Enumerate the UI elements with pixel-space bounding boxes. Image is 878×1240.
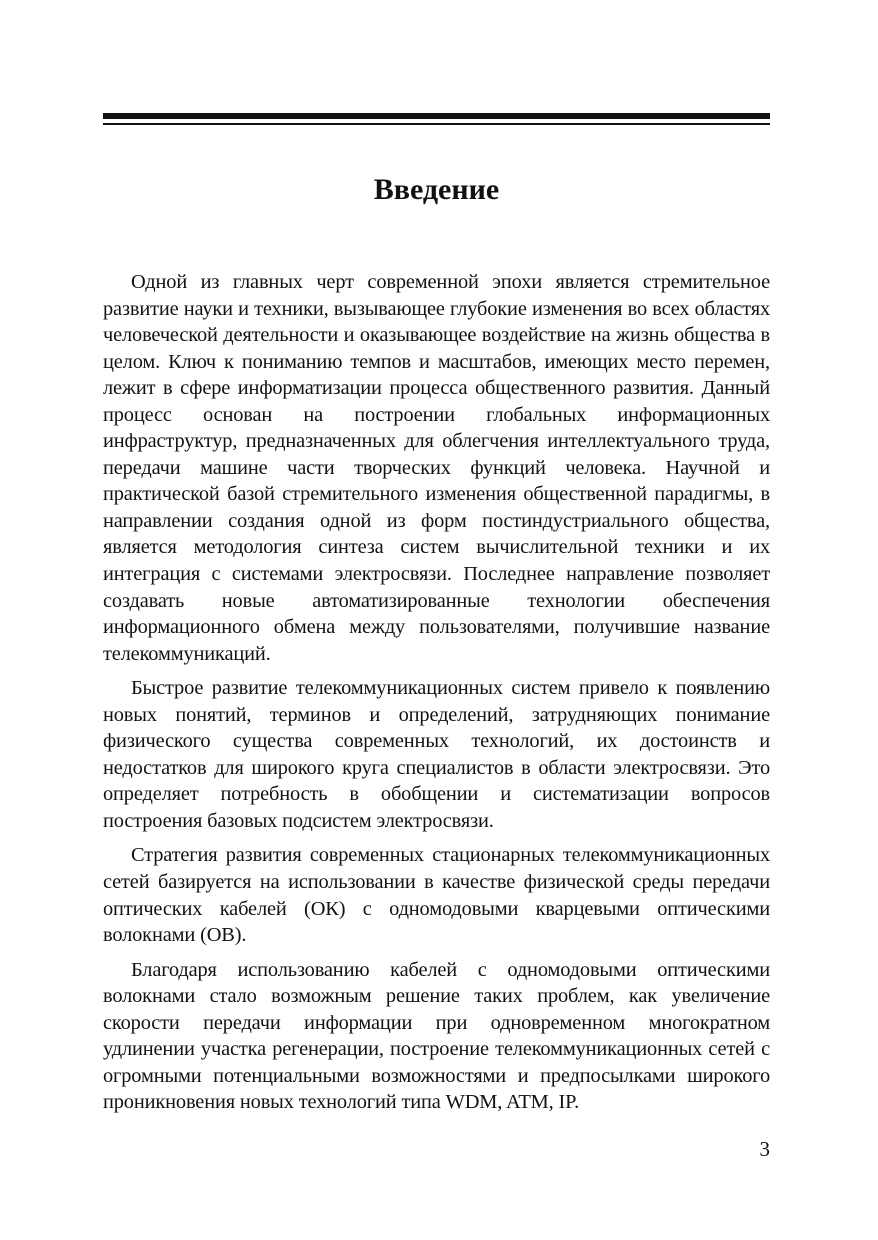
body-text: [103, 269, 770, 1124]
paragraph-1: Одной из главных черт современной эпохи является стремительное развитие науки и техники, вызывающее глубокие изменения во всех областях человеческой деятельности и оказывающее воздействие на жизнь общества в целом. Ключ к пониманию темпов и масштабов, имеющих место перемен, лежит в сфере информатизации процесса общественного развития. Данный процесс основан на построении глобальных информационных инфраструктур, предназначенных для облегчения интеллектуального труда, передачи машине части творческих функций человека. Научной и практической базой стремительного изменения общественной парадигмы, в направлении создания одной из форм постиндустриального общества, является методология синтеза систем вычислительной техники и их интеграция с системами электросвязи. Последнее направление позволяет создавать новые автоматизированные технологии обеспечения информационного обмена между пользователями, получившие название телекоммуникаций.: [103, 271, 770, 665]
header-rule-thick: [103, 113, 770, 119]
paragraph-4: Благодаря использованию кабелей с одномодовыми оптическими волокнами стало возможным решение таких проблем, как увеличение скорости передачи информации при одновременном многократном удлинении участка регенерации, построение телекоммуникационных сетей с огромными потенциальными возможностями и предпосылками широкого проникновения новых технологий типа WDM, ATM, IP.: [103, 958, 770, 1114]
chapter-title: Введение: [373, 173, 500, 206]
page-number: 3: [759, 1137, 770, 1161]
paragraph-3: Стратегия развития современных стационарных телекоммуникационных сетей базируется на использовании в качестве физической среды передачи оптических кабелей (ОК) с одномодовыми кварцевыми оптическими волокнами (ОВ).: [103, 844, 770, 947]
header-rule-thin: [103, 123, 770, 125]
paragraph-2: Быстрое развитие телекоммуникационных систем привело к появлению новых понятий, терминов и определений, затрудняющих понимание физического существа современных технологий, их достоинств и недостатков для широкого круга специалистов в области электросвязи. Это определяет потребность в обобщении и систематизации вопросов построения базовых подсистем электросвязи.: [103, 677, 770, 832]
